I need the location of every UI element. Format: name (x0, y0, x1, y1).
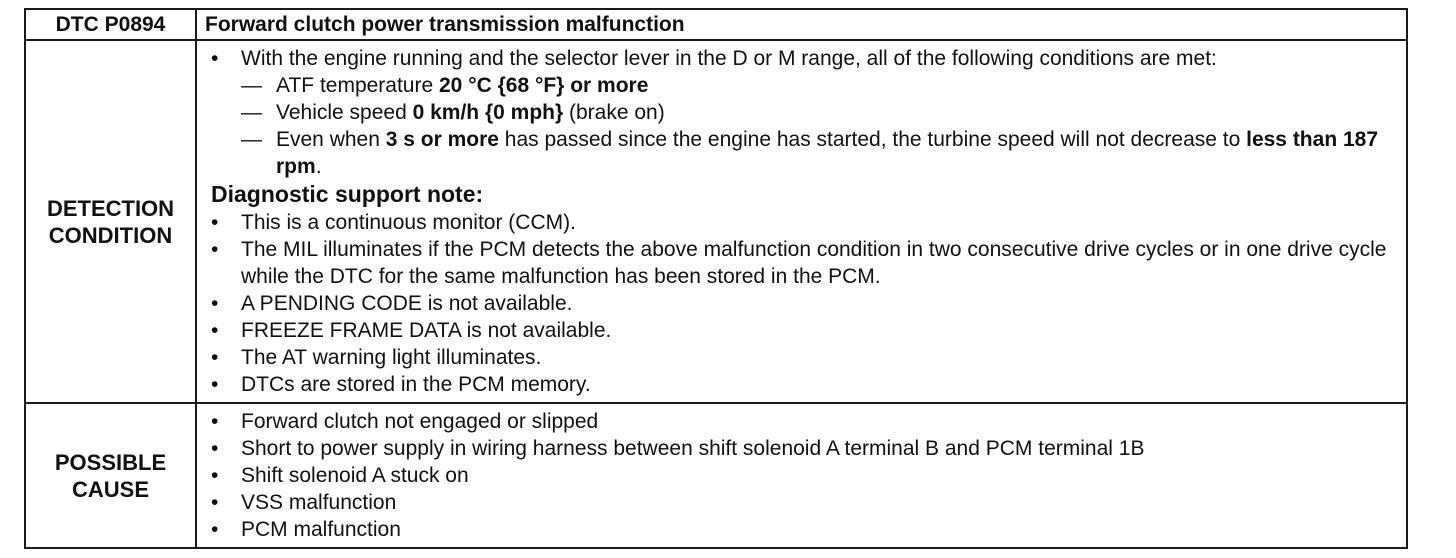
condition-text: Even when (276, 128, 386, 151)
dtc-code: DTC P0894 (25, 9, 196, 40)
cause-item: • Shift solenoid A stuck on (211, 462, 1400, 489)
condition-text: Vehicle speed (276, 101, 413, 124)
detection-condition-label (25, 40, 196, 403)
diagnostic-note-heading: Diagnostic support note: (211, 181, 484, 207)
condition-item (241, 126, 1400, 180)
note-item: • The AT warning light illuminates. (211, 344, 1400, 371)
cause-row (25, 403, 1407, 548)
possible-cause-content (196, 403, 1407, 548)
note-item: • DTCs are stored in the PCM memory. (211, 371, 1400, 398)
condition-text: ATF temperature (276, 74, 439, 97)
note-item: • This is a continuous monitor (CCM). (211, 209, 1400, 236)
note-item: • A PENDING CODE is not available. (211, 290, 1400, 317)
condition-value: 20 °C {68 °F} or more (439, 74, 649, 97)
detection-intro-text: With the engine running and the selector lever in the D or M range, all of the following conditions are met: (241, 47, 1217, 70)
cause-label-line2: CAUSE (71, 476, 149, 502)
note-item: • The MIL illuminates if the PCM detects the above malfunction condition in two consecutive drive cycles or in one drive cycle while the DTC for the same malfunction has been stored in the PCM. (211, 236, 1400, 290)
header-row (25, 9, 1407, 40)
cause-item: • VSS malfunction (211, 489, 1400, 516)
condition-item (241, 99, 1400, 126)
condition-text: has passed since the engine has started, the turbine speed will not decrease to (498, 128, 1247, 151)
condition-item (241, 72, 1400, 99)
cause-item: • PCM malfunction (211, 516, 1400, 543)
condition-text: (brake on) (563, 101, 665, 124)
cause-label-line1: POSSIBLE (54, 449, 167, 475)
condition-list (241, 72, 1400, 180)
condition-text: . (315, 155, 322, 178)
detection-label-line2: CONDITION (48, 222, 173, 248)
note-item: • FREEZE FRAME DATA is not available. (211, 317, 1400, 344)
condition-value: less than 187 rpm (276, 128, 1379, 178)
detection-label-line1: DETECTION (46, 195, 175, 221)
detection-intro-list (211, 45, 1400, 180)
dtc-table (24, 8, 1408, 549)
condition-value: 3 s or more (385, 128, 499, 151)
detection-intro-item (211, 45, 1400, 180)
dtc-title: Forward clutch power transmission malfunction (196, 9, 1407, 40)
detection-condition-content (196, 40, 1407, 403)
diagnostic-note-list (211, 209, 1400, 398)
cause-item: • Forward clutch not engaged or slipped (211, 408, 1400, 435)
cause-item: • Short to power supply in wiring harness between shift solenoid A terminal B and PCM terminal 1B (211, 435, 1400, 462)
detection-row (25, 40, 1407, 403)
condition-value: 0 km/h {0 mph} (412, 101, 564, 124)
cause-list (211, 408, 1400, 543)
possible-cause-label (25, 403, 196, 548)
